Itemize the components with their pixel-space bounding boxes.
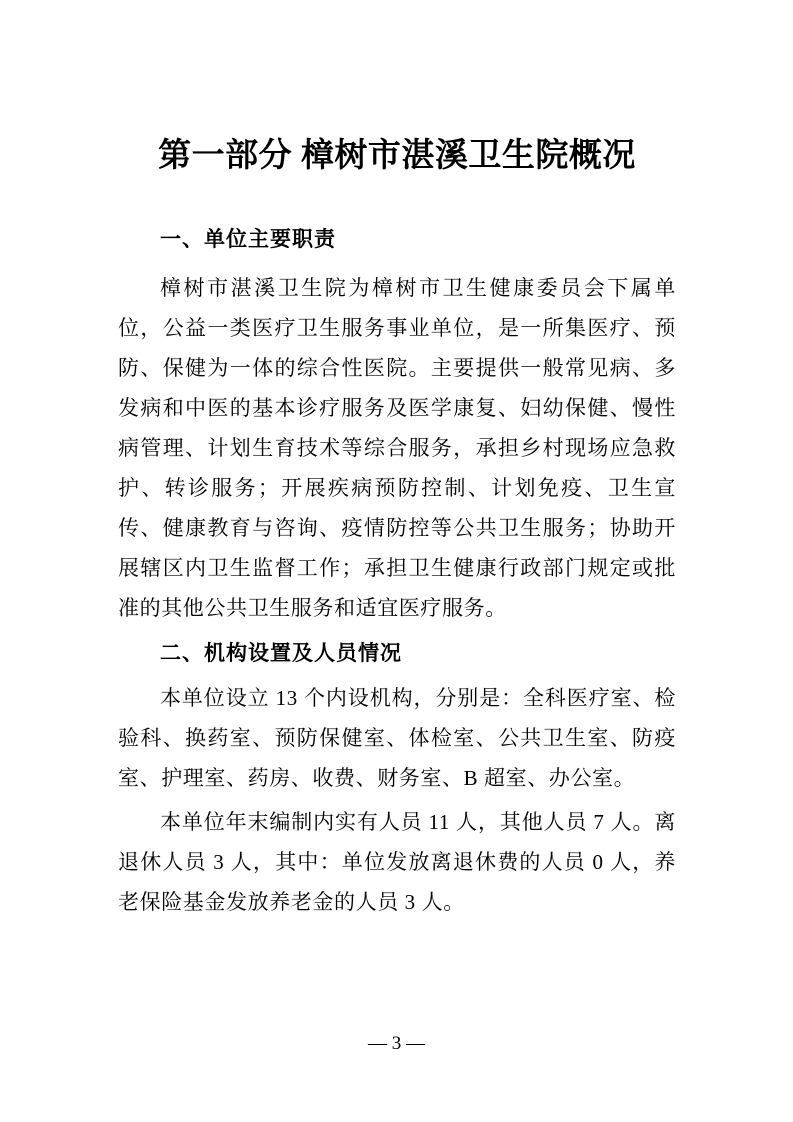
paragraph-internal-departments: 本单位设立 13 个内设机构，分别是：全科医疗室、检验科、换药室、预防保健室、体检室、公共卫生室、防疫室、护理室、药房、收费、财务室、B 超室、办公室。 bbox=[118, 686, 676, 790]
paragraph-unit-duties: 樟树市湛溪卫生院为樟树市卫生健康委员会下属单位，公益一类医疗卫生服务事业单位，是一所集医疗、预防、保健为一体的综合性医院。主要提供一般常见病、多发病和中医的基本诊疗服务及医学康复、妇幼保健、慢性病管理、计划生育技术等综合服务，承担乡村现场应急救护、转诊服务；开展疾病预防控制、计划免疫、卫生宣传、健康教育与咨询、疫情防控等公共卫生服务；协助开展辖区内卫生监督工作；承担卫生健康行政部门规定或批准的其他公共卫生服务和适宜医疗服务。 bbox=[118, 276, 676, 620]
section-heading-org-staff: 二、机构设置及人员情况 bbox=[160, 642, 402, 665]
page-number: — 3 — bbox=[368, 1033, 425, 1054]
document-title: 第一部分 樟树市湛溪卫生院概况 bbox=[158, 138, 636, 174]
paragraph-staff-counts: 本单位年末编制内实有人员 11 人，其他人员 7 人。离退休人员 3 人，其中：单位发放离退休费的人员 0 人，养老保险基金发放养老金的人员 3 人。 bbox=[118, 810, 676, 914]
section-heading-unit-duties: 一、单位主要职责 bbox=[160, 228, 336, 251]
